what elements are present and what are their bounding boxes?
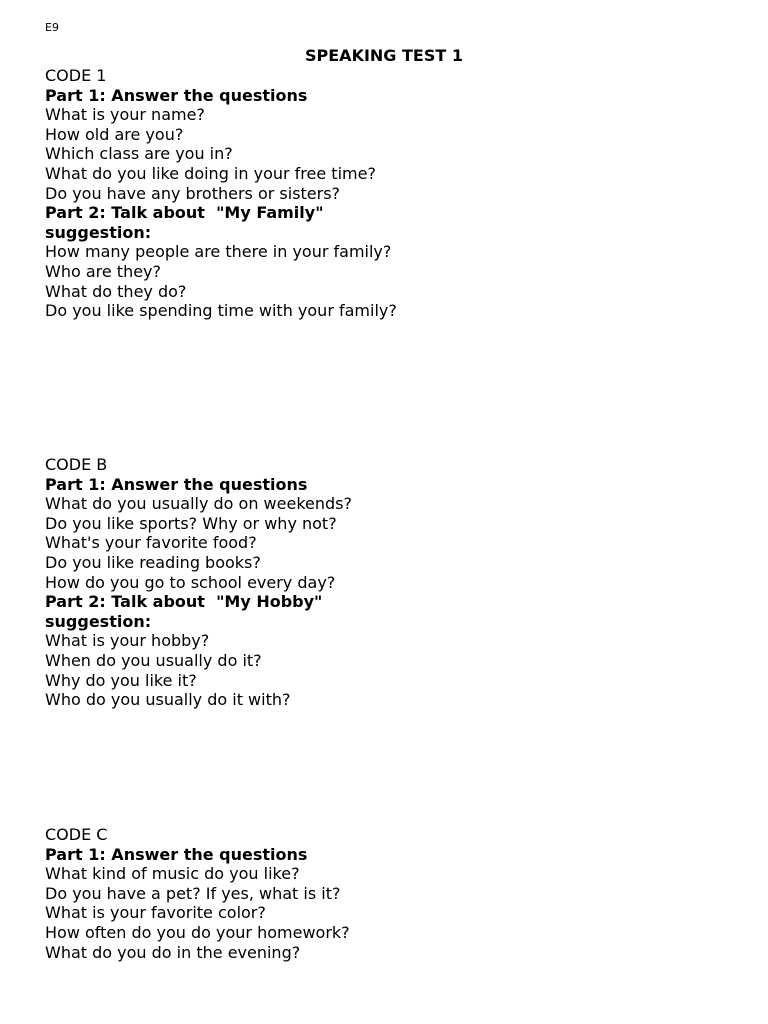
section-code-label: CODE C <box>45 825 108 844</box>
section-code-b <box>45 455 725 710</box>
part2-heading: Part 2: Talk about "My Hobby" <box>45 592 323 612</box>
question-item: Do you like sports? Why or why not? <box>45 513 337 533</box>
question-item: Who do you usually do it with? <box>45 690 291 710</box>
question-item: Which class are you in? <box>45 144 233 164</box>
suggestion-label: suggestion: <box>45 611 152 631</box>
part1-heading: Part 1: Answer the questions <box>45 474 308 494</box>
part1-heading: Part 1: Answer the questions <box>45 85 308 105</box>
page-title: SPEAKING TEST 1 <box>305 46 463 65</box>
question-item: What is your hobby? <box>45 631 210 651</box>
question-item: Do you have a pet? If yes, what is it? <box>45 883 341 903</box>
question-item: What do you usually do on weekends? <box>45 494 352 514</box>
suggestion-label: suggestion: <box>45 222 152 242</box>
question-item: What do they do? <box>45 281 187 301</box>
question-item: Do you have any brothers or sisters? <box>45 183 341 203</box>
question-item: Why do you like it? <box>45 670 197 690</box>
part2-heading: Part 2: Talk about "My Family" <box>45 203 324 223</box>
question-item: What is your name? <box>45 105 205 125</box>
question-item: What do you do in the evening? <box>45 942 301 962</box>
question-item: How often do you do your homework? <box>45 922 350 942</box>
question-item: What is your favorite color? <box>45 903 266 923</box>
question-item: How do you go to school every day? <box>45 572 336 592</box>
document-tag: E9 <box>45 21 59 34</box>
question-item: What do you like doing in your free time? <box>45 163 376 183</box>
question-item: Do you like spending time with your family? <box>45 301 397 321</box>
section-code-1 <box>45 66 725 321</box>
question-item: Who are they? <box>45 261 162 281</box>
question-item: How many people are there in your family? <box>45 242 392 262</box>
section-code-c <box>45 825 725 962</box>
question-item: What kind of music do you like? <box>45 864 300 884</box>
question-item: What's your favorite food? <box>45 533 257 553</box>
question-item: When do you usually do it? <box>45 650 262 670</box>
question-item: Do you like reading books? <box>45 552 261 572</box>
question-item: How old are you? <box>45 124 184 144</box>
section-code-label: CODE 1 <box>45 66 107 85</box>
part1-heading: Part 1: Answer the questions <box>45 844 308 864</box>
section-code-label: CODE B <box>45 455 108 474</box>
